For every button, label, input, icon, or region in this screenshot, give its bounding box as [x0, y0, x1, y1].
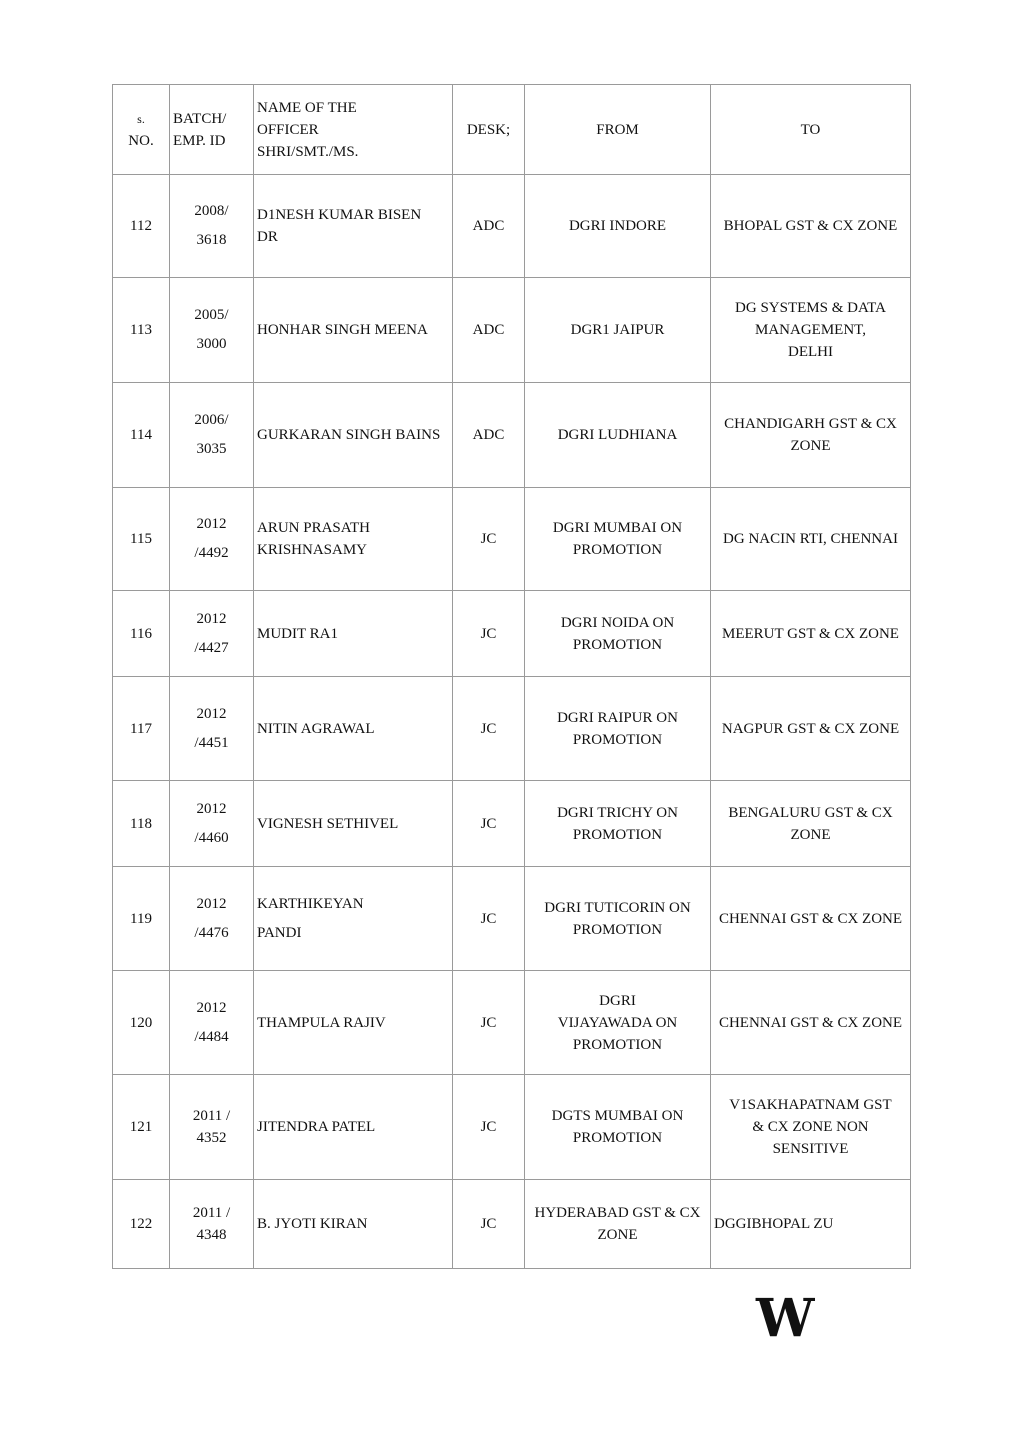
cell-desk: JC: [453, 1180, 525, 1269]
header-sno: [113, 85, 170, 175]
batch-line: 3000: [196, 336, 227, 352]
header-batch: [170, 85, 254, 175]
batch-line: /4427: [194, 639, 229, 656]
cell-batch: [170, 867, 254, 971]
cell-from: [525, 488, 711, 591]
to-line: BENGALURU GST & CX: [728, 804, 893, 821]
cell-sno: 120: [113, 971, 170, 1075]
from-line: PROMOTION: [572, 921, 663, 938]
cell-to: [711, 677, 911, 781]
transfer-table: [112, 84, 911, 1269]
cell-name: [254, 488, 453, 591]
to-line: DELHI: [788, 344, 833, 360]
to-line: MEERUT GST & CX ZONE: [722, 625, 899, 642]
batch-line: 2012: [196, 895, 227, 912]
cell-batch: [170, 1180, 254, 1269]
to-line: & CX ZONE NON: [752, 1119, 869, 1135]
cell-desk: ADC: [453, 383, 525, 488]
table-row: [113, 781, 911, 867]
cell-from: [525, 383, 711, 488]
cell-to: [711, 278, 911, 383]
header-sno-top: s.: [137, 111, 145, 126]
batch-line: 4348: [196, 1227, 227, 1243]
name-line: VIGNESH SETHIVEL: [257, 815, 399, 832]
cell-sno: 121: [113, 1075, 170, 1180]
header-sno-bottom: NO.: [128, 132, 154, 149]
from-line: DGRI INDORE: [568, 218, 667, 234]
table-row: [113, 1180, 911, 1269]
to-line: CHANDIGARH GST & CX: [724, 416, 897, 432]
from-line: DGRI NOIDA ON: [560, 614, 675, 631]
name-line: KARTHIKEYAN: [257, 895, 364, 912]
batch-line: 2005/: [194, 307, 229, 323]
batch-line: /4484: [194, 1028, 229, 1045]
to-line: CHENNAI GST & CX ZONE: [718, 910, 903, 927]
cell-desk: JC: [453, 971, 525, 1075]
from-line: DGRI TRICHY ON: [557, 804, 678, 821]
cell-from: [525, 278, 711, 383]
cell-from: [525, 591, 711, 677]
batch-line: 2011 /: [192, 1205, 231, 1221]
table-row: [113, 278, 911, 383]
cell-batch: [170, 278, 254, 383]
batch-line: 2012: [196, 800, 227, 817]
table-row: [113, 867, 911, 971]
from-line: PROMOTION: [572, 1130, 663, 1146]
batch-line: 3618: [196, 232, 227, 248]
to-line: MANAGEMENT,: [755, 322, 866, 338]
cell-batch: [170, 175, 254, 278]
cell-to: [711, 175, 911, 278]
from-line: PROMOTION: [572, 636, 663, 653]
from-line: DGRI MUMBAI ON: [552, 520, 683, 536]
cell-desk: JC: [453, 591, 525, 677]
to-line: V1SAKHAPATNAM GST: [729, 1097, 892, 1113]
cell-from: [525, 1180, 711, 1269]
from-line: DGR1 JAIPUR: [570, 322, 665, 338]
cell-sno: 122: [113, 1180, 170, 1269]
name-line: ARUN PRASATH: [257, 520, 370, 536]
table-row: [113, 383, 911, 488]
cell-desk: JC: [453, 677, 525, 781]
name-line: JITENDRA PATEL: [257, 1119, 376, 1135]
cell-to: [711, 383, 911, 488]
cell-desk: JC: [453, 1075, 525, 1180]
cell-name: [254, 383, 453, 488]
cell-sno: 115: [113, 488, 170, 591]
cell-name: [254, 781, 453, 867]
cell-sno: 114: [113, 383, 170, 488]
to-line: DGGIBHOPAL ZU: [714, 1216, 834, 1232]
to-line: CHENNAI GST & CX ZONE: [718, 1014, 903, 1031]
cell-to: [711, 591, 911, 677]
batch-line: 2012: [196, 610, 227, 627]
header-name-line3: SHRI/SMT./MS.: [257, 143, 359, 160]
cell-name: [254, 591, 453, 677]
cell-batch: [170, 971, 254, 1075]
name-line: DR: [257, 229, 278, 245]
cell-desk: ADC: [453, 278, 525, 383]
batch-line: 2008/: [194, 203, 229, 219]
batch-line: 2006/: [194, 412, 229, 428]
table-row: [113, 677, 911, 781]
header-desk: DESK;: [453, 85, 525, 175]
to-line: DG NACIN RTI, CHENNAI: [723, 531, 898, 547]
name-line: HONHAR SINGH MEENA: [257, 322, 428, 338]
from-line: PROMOTION: [572, 542, 663, 558]
from-line: HYDERABAD GST & CX: [534, 1205, 701, 1221]
cell-sno: 119: [113, 867, 170, 971]
batch-line: /4476: [194, 924, 229, 941]
table-row: [113, 1075, 911, 1180]
cell-from: [525, 781, 711, 867]
cell-from: [525, 1075, 711, 1180]
cell-from: [525, 677, 711, 781]
from-line: PROMOTION: [572, 826, 663, 843]
cell-desk: ADC: [453, 175, 525, 278]
cell-batch: [170, 677, 254, 781]
from-line: PROMOTION: [572, 1036, 663, 1053]
from-line: PROMOTION: [572, 731, 663, 748]
batch-line: 2012: [196, 999, 227, 1016]
header-to: TO: [711, 85, 911, 175]
cell-name: [254, 867, 453, 971]
to-line: NAGPUR GST & CX ZONE: [721, 720, 900, 737]
cell-name: [254, 1180, 453, 1269]
to-line: DG SYSTEMS & DATA: [735, 300, 886, 316]
name-line: B. JYOTI KIRAN: [257, 1216, 368, 1232]
name-line: PANDI: [257, 924, 302, 941]
from-line: DGRI TUTICORIN ON: [544, 899, 691, 916]
header-row: [113, 85, 911, 175]
cell-name: [254, 971, 453, 1075]
cell-batch: [170, 1075, 254, 1180]
from-line: DGTS MUMBAI ON: [551, 1108, 684, 1124]
cell-from: [525, 175, 711, 278]
cell-desk: JC: [453, 867, 525, 971]
batch-line: 2012: [196, 705, 227, 722]
header-name: [254, 85, 453, 175]
header-name-line1: NAME OF THE: [257, 99, 357, 116]
name-line: NITIN AGRAWAL: [257, 720, 375, 737]
to-line: ZONE: [790, 826, 831, 843]
cell-desk: JC: [453, 488, 525, 591]
name-line: KRISHNASAMY: [257, 542, 368, 558]
to-line: SENSITIVE: [772, 1141, 849, 1157]
cell-batch: [170, 591, 254, 677]
batch-line: 4352: [196, 1130, 227, 1146]
cell-name: [254, 175, 453, 278]
name-line: GURKARAN SINGH BAINS: [257, 427, 441, 443]
table-row: [113, 971, 911, 1075]
batch-line: 2011 /: [192, 1108, 231, 1124]
cell-to: [711, 781, 911, 867]
cell-sno: 117: [113, 677, 170, 781]
header-from: FROM: [525, 85, 711, 175]
name-line: THAMPULA RAJIV: [257, 1014, 386, 1031]
from-line: ZONE: [597, 1227, 638, 1243]
cell-sno: 112: [113, 175, 170, 278]
header-batch-line1: BATCH/: [173, 110, 227, 127]
footer-mark: W: [756, 1288, 815, 1349]
cell-name: [254, 677, 453, 781]
batch-line: /4460: [194, 829, 229, 846]
to-line: ZONE: [790, 438, 831, 454]
cell-sno: 116: [113, 591, 170, 677]
cell-desk: JC: [453, 781, 525, 867]
batch-line: /4451: [194, 734, 229, 751]
table-row: [113, 175, 911, 278]
table-body: [113, 175, 911, 1269]
from-line: DGRI RAIPUR ON: [557, 709, 678, 726]
cell-name: [254, 278, 453, 383]
header-name-line2: OFFICER: [257, 121, 319, 138]
cell-name: [254, 1075, 453, 1180]
table-row: [113, 488, 911, 591]
cell-to: [711, 867, 911, 971]
cell-sno: 118: [113, 781, 170, 867]
from-line: VIJAYAWADA ON: [557, 1014, 678, 1031]
cell-to: [711, 971, 911, 1075]
cell-batch: [170, 383, 254, 488]
cell-to: [711, 488, 911, 591]
cell-sno: 113: [113, 278, 170, 383]
cell-batch: [170, 781, 254, 867]
cell-from: [525, 867, 711, 971]
batch-line: 2012: [196, 516, 227, 532]
cell-to: [711, 1180, 911, 1269]
to-line: BHOPAL GST & CX ZONE: [723, 218, 898, 234]
name-line: MUDIT RA1: [257, 625, 338, 642]
cell-batch: [170, 488, 254, 591]
table-row: [113, 591, 911, 677]
from-line: DGRI: [599, 992, 636, 1009]
batch-line: /4492: [194, 545, 229, 561]
batch-line: 3035: [196, 441, 227, 457]
cell-from: [525, 971, 711, 1075]
from-line: DGRI LUDHIANA: [557, 427, 678, 443]
cell-to: [711, 1075, 911, 1180]
name-line: D1NESH KUMAR BISEN: [257, 207, 422, 223]
header-batch-line2: EMP. ID: [173, 132, 226, 149]
